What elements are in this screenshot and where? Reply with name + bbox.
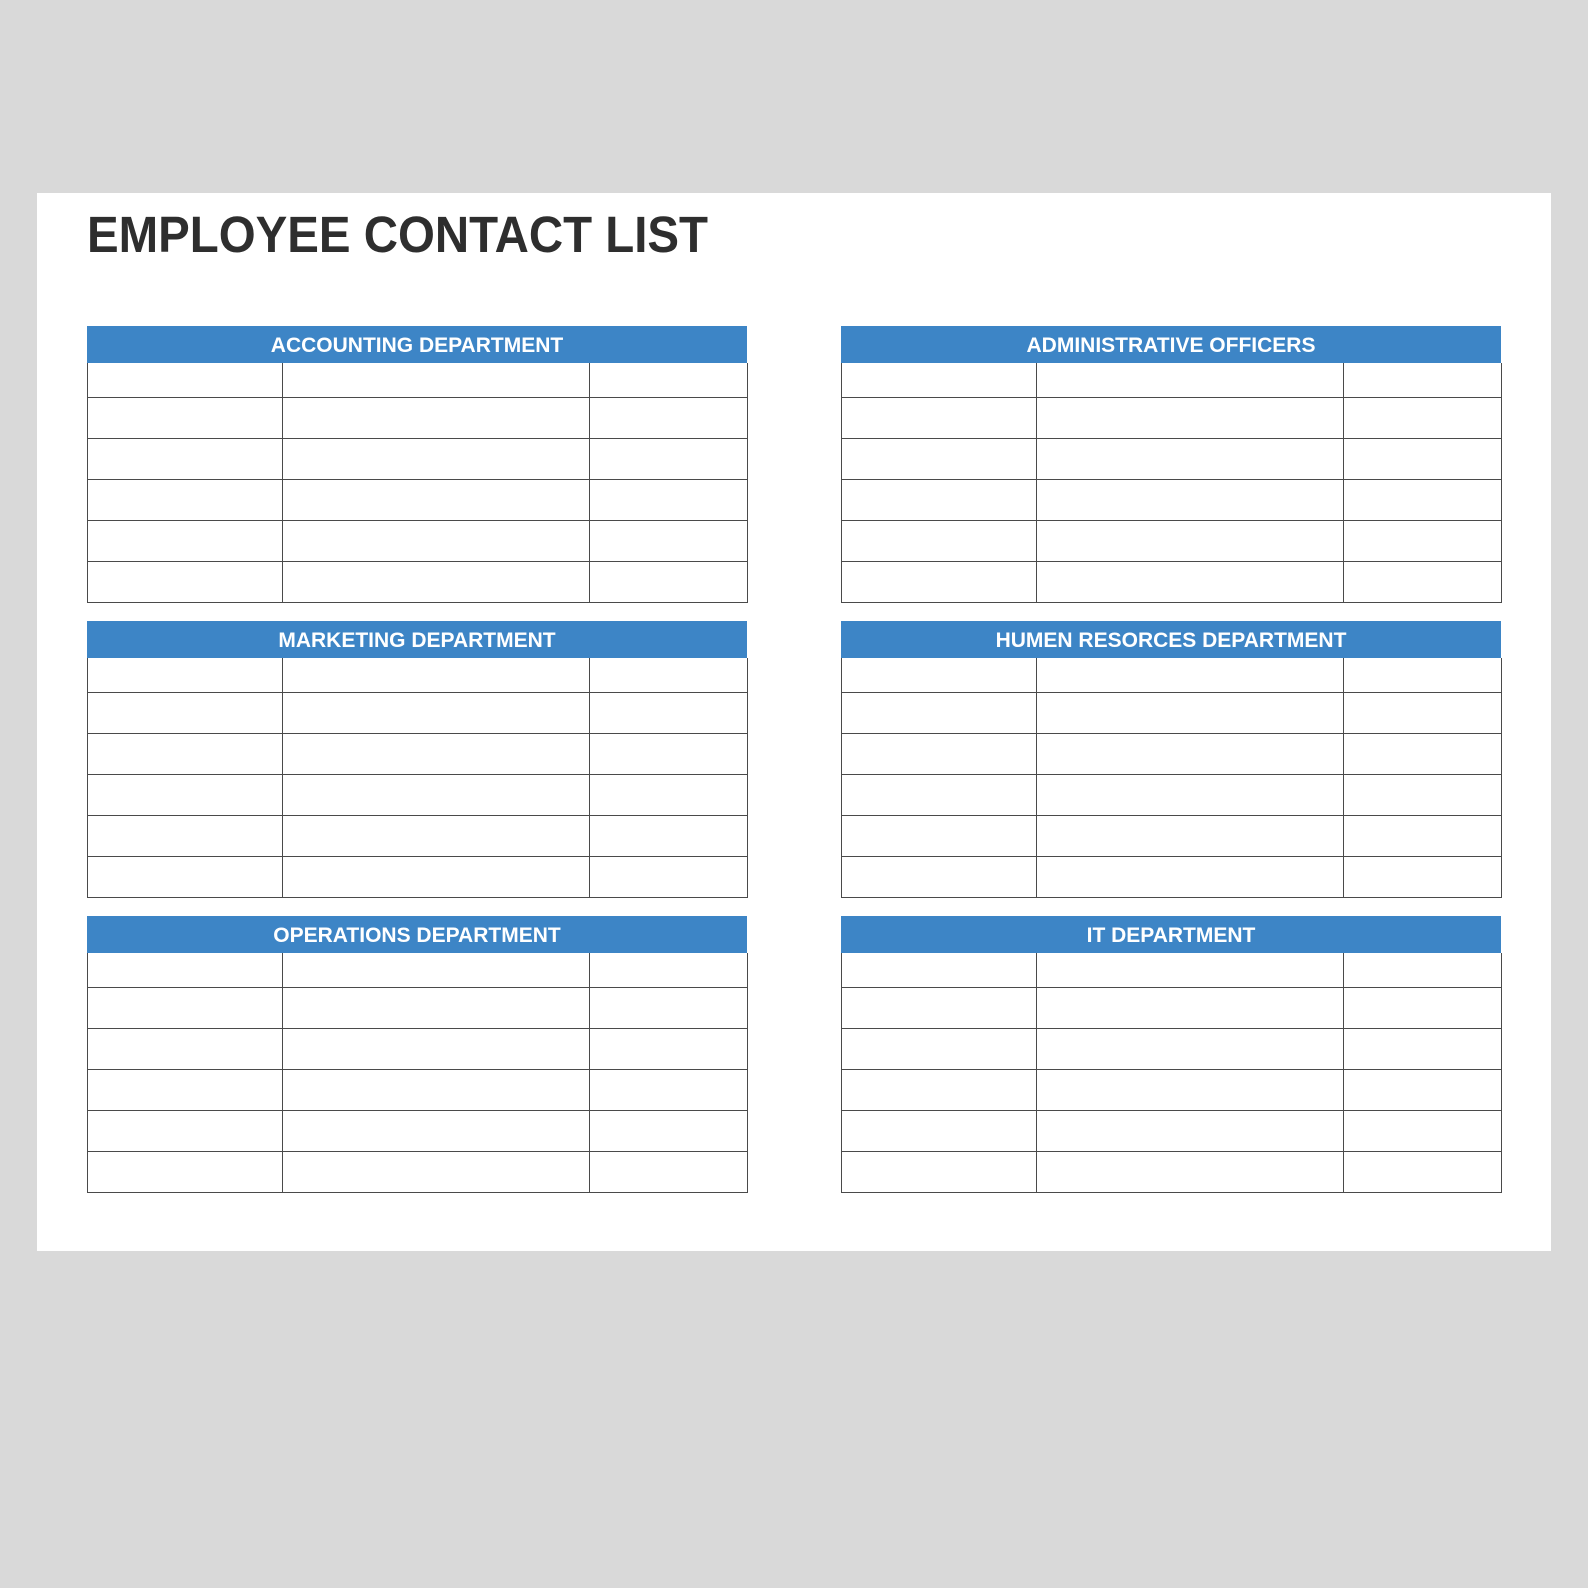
table-row [842,857,1502,898]
entry-cell[interactable] [590,363,748,398]
entry-cell[interactable] [842,658,1037,693]
table-row [88,775,748,816]
entry-cell[interactable] [1037,988,1344,1029]
contact-table [841,658,1502,898]
entry-cell[interactable] [590,1029,748,1070]
entry-cell[interactable] [842,521,1037,562]
entry-cell[interactable] [590,857,748,898]
entry-cell[interactable] [842,693,1037,734]
entry-cell[interactable] [283,693,590,734]
entry-cell[interactable] [590,693,748,734]
entry-cell[interactable] [1344,1111,1502,1152]
table-row [842,1111,1502,1152]
entry-cell[interactable] [842,816,1037,857]
table-row [88,857,748,898]
table-row [88,734,748,775]
entry-cell[interactable] [88,363,283,398]
entry-cell[interactable] [1037,480,1344,521]
entry-cell[interactable] [88,658,283,693]
table-row [842,988,1502,1029]
table-row [88,1070,748,1111]
entry-cell[interactable] [590,988,748,1029]
entry-cell[interactable] [283,857,590,898]
table-row [842,363,1502,398]
section-administrative [841,326,1501,603]
section-it [841,916,1501,1193]
entry-cell[interactable] [283,1029,590,1070]
entry-cell[interactable] [283,734,590,775]
entry-cell[interactable] [1344,816,1502,857]
entry-cell[interactable] [1037,1070,1344,1111]
entry-cell[interactable] [590,816,748,857]
table-row [842,521,1502,562]
table-row [842,658,1502,693]
table-row [842,816,1502,857]
entry-cell[interactable] [283,816,590,857]
entry-cell[interactable] [590,521,748,562]
entry-cell[interactable] [1037,363,1344,398]
entry-cell[interactable] [1344,439,1502,480]
entry-cell[interactable] [842,734,1037,775]
table-row [842,398,1502,439]
contact-list-sheet [37,193,1551,1251]
entry-cell[interactable] [842,1070,1037,1111]
entry-cell[interactable] [1344,363,1502,398]
entry-cell[interactable] [88,398,283,439]
entry-cell[interactable] [590,398,748,439]
table-row [88,816,748,857]
entry-cell[interactable] [842,398,1037,439]
table-row [88,562,748,603]
entry-cell[interactable] [1344,1029,1502,1070]
entry-cell[interactable] [283,439,590,480]
entry-cell[interactable] [842,1029,1037,1070]
section-header: MARKETING DEPARTMENT [87,621,747,658]
entry-cell[interactable] [88,734,283,775]
table-row [842,693,1502,734]
entry-cell[interactable] [283,953,590,988]
section-header: ADMINISTRATIVE OFFICERS [841,326,1501,363]
entry-cell[interactable] [88,775,283,816]
entry-cell[interactable] [283,775,590,816]
entry-cell[interactable] [590,734,748,775]
entry-cell[interactable] [842,562,1037,603]
entry-cell[interactable] [283,480,590,521]
entry-cell[interactable] [1037,775,1344,816]
table-row [842,439,1502,480]
entry-cell[interactable] [842,480,1037,521]
table-row [88,988,748,1029]
entry-cell[interactable] [590,562,748,603]
section-marketing [87,621,747,898]
entry-cell[interactable] [1344,521,1502,562]
entry-cell[interactable] [1344,857,1502,898]
entry-cell[interactable] [283,1070,590,1111]
section-header: IT DEPARTMENT [841,916,1501,953]
section-header: ACCOUNTING DEPARTMENT [87,326,747,363]
table-row [88,1029,748,1070]
contact-table [87,658,748,898]
entry-cell[interactable] [842,439,1037,480]
entry-cell[interactable] [88,562,283,603]
table-row [842,480,1502,521]
table-row [842,1029,1502,1070]
entry-cell[interactable] [842,857,1037,898]
entry-cell[interactable] [1344,1152,1502,1193]
entry-cell[interactable] [88,1029,283,1070]
entry-cell[interactable] [1037,1029,1344,1070]
entry-cell[interactable] [1037,857,1344,898]
entry-cell[interactable] [842,1111,1037,1152]
entry-cell[interactable] [590,439,748,480]
entry-cell[interactable] [590,480,748,521]
entry-cell[interactable] [283,658,590,693]
entry-cell[interactable] [1037,1111,1344,1152]
entry-cell[interactable] [1344,562,1502,603]
entry-cell[interactable] [1037,953,1344,988]
entry-cell[interactable] [88,857,283,898]
entry-cell[interactable] [590,953,748,988]
entry-cell[interactable] [1037,693,1344,734]
table-row [88,439,748,480]
table-row [842,734,1502,775]
contact-table [841,363,1502,603]
entry-cell[interactable] [1037,439,1344,480]
entry-cell[interactable] [842,1152,1037,1193]
entry-cell[interactable] [88,816,283,857]
entry-cell[interactable] [590,1152,748,1193]
entry-cell[interactable] [1344,693,1502,734]
table-row [88,953,748,988]
entry-cell[interactable] [88,1070,283,1111]
section-accounting [87,326,747,603]
entry-cell[interactable] [1037,658,1344,693]
entry-cell[interactable] [1344,988,1502,1029]
table-row [842,562,1502,603]
table-row [88,1152,748,1193]
entry-cell[interactable] [1344,1070,1502,1111]
contact-table [87,363,748,603]
contact-table [841,953,1502,1193]
page-title: EMPLOYEE CONTACT LIST [87,206,708,263]
entry-cell[interactable] [1037,562,1344,603]
entry-cell[interactable] [283,1152,590,1193]
entry-cell[interactable] [590,1070,748,1111]
entry-cell[interactable] [283,1111,590,1152]
entry-cell[interactable] [590,775,748,816]
entry-cell[interactable] [1344,734,1502,775]
table-row [88,693,748,734]
table-row [88,658,748,693]
entry-cell[interactable] [842,775,1037,816]
entry-cell[interactable] [842,363,1037,398]
entry-cell[interactable] [1037,734,1344,775]
table-row [842,775,1502,816]
entry-cell[interactable] [842,953,1037,988]
entry-cell[interactable] [88,480,283,521]
table-row [88,480,748,521]
section-human-resources [841,621,1501,898]
entry-cell[interactable] [283,562,590,603]
entry-cell[interactable] [283,398,590,439]
entry-cell[interactable] [1344,658,1502,693]
entry-cell[interactable] [88,439,283,480]
entry-cell[interactable] [283,363,590,398]
section-header: OPERATIONS DEPARTMENT [87,916,747,953]
table-row [842,953,1502,988]
entry-cell[interactable] [88,988,283,1029]
entry-cell[interactable] [842,988,1037,1029]
table-row [842,1070,1502,1111]
entry-cell[interactable] [283,988,590,1029]
entry-cell[interactable] [590,658,748,693]
entry-cell[interactable] [88,953,283,988]
entry-cell[interactable] [1037,816,1344,857]
entry-cell[interactable] [1037,1152,1344,1193]
entry-cell[interactable] [1344,953,1502,988]
entry-cell[interactable] [590,1111,748,1152]
entry-cell[interactable] [1344,775,1502,816]
entry-cell[interactable] [1037,521,1344,562]
entry-cell[interactable] [1344,398,1502,439]
section-header: HUMEN RESORCES DEPARTMENT [841,621,1501,658]
entry-cell[interactable] [88,521,283,562]
entry-cell[interactable] [88,693,283,734]
contact-table [87,953,748,1193]
table-row [88,398,748,439]
entry-cell[interactable] [1037,398,1344,439]
table-row [842,1152,1502,1193]
entry-cell[interactable] [283,521,590,562]
table-row [88,521,748,562]
entry-cell[interactable] [88,1111,283,1152]
table-row [88,1111,748,1152]
entry-cell[interactable] [88,1152,283,1193]
entry-cell[interactable] [1344,480,1502,521]
section-operations [87,916,747,1193]
table-row [88,363,748,398]
